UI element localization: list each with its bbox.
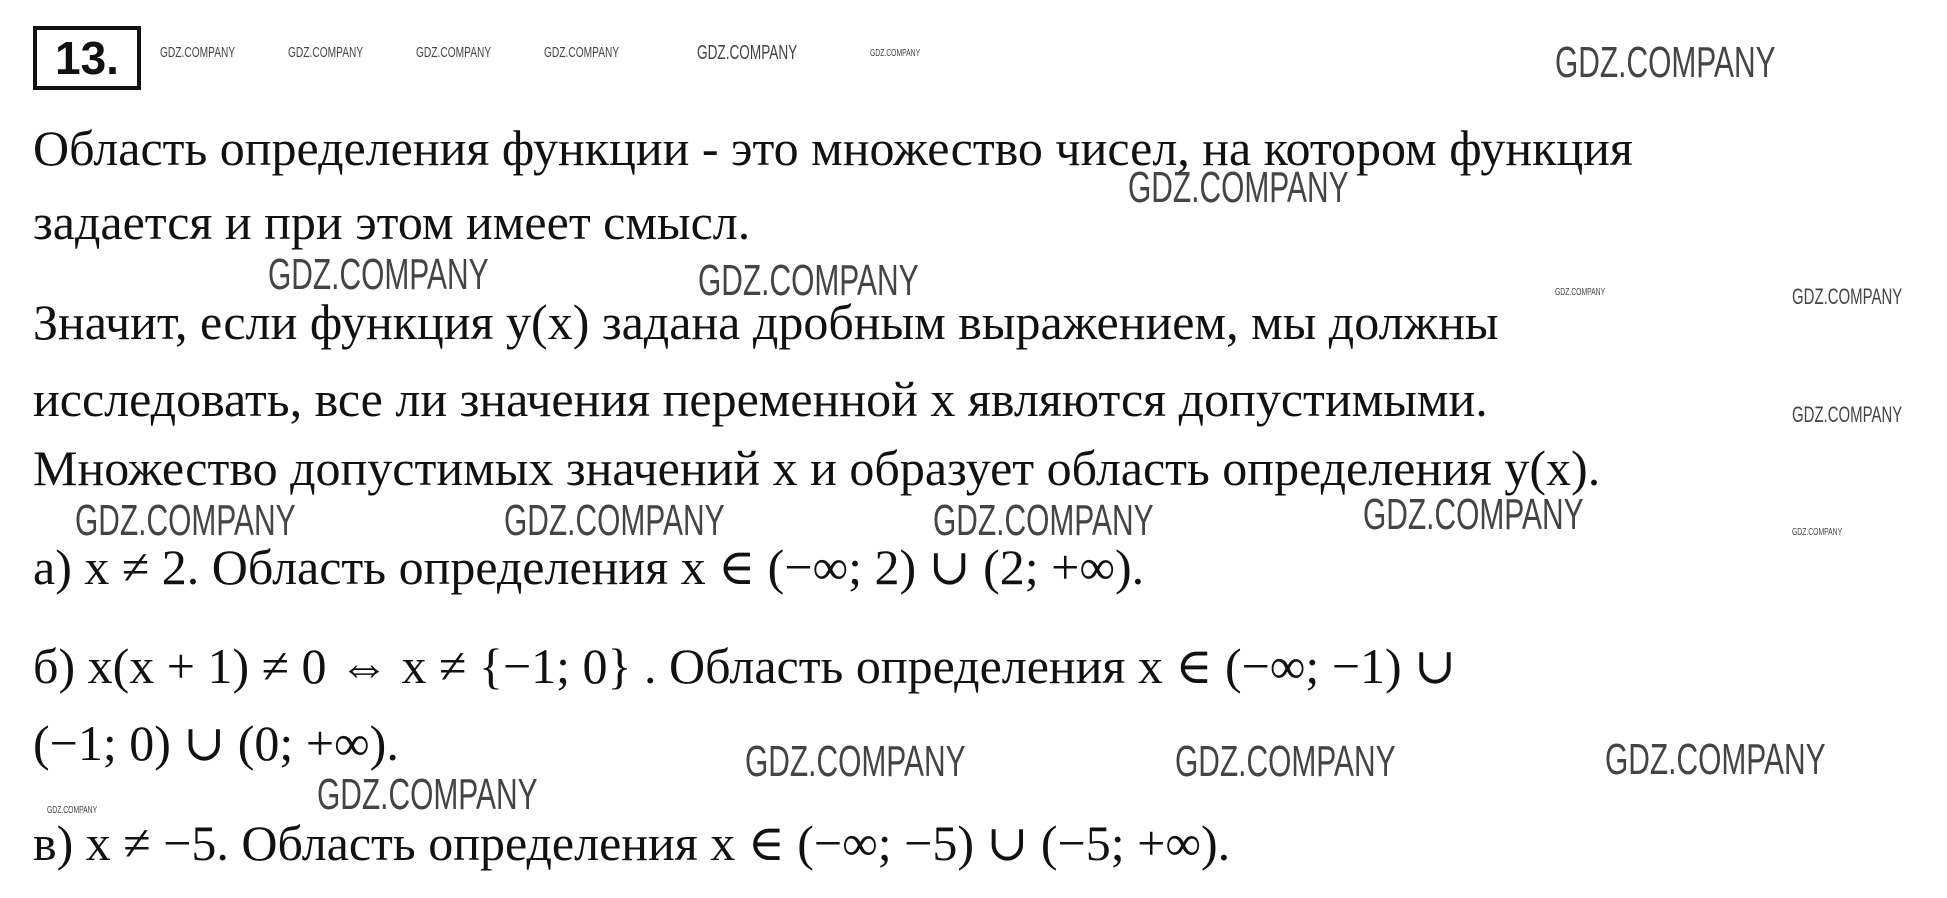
watermark: GDZ.COMPANY: [75, 496, 296, 545]
item-a: а) x ≠ 2. Область определения x ∈ (−∞; 2) ∪ (2; +∞).: [33, 539, 1145, 595]
item-c: в) x ≠ −5. Область определения x ∈ (−∞; −5) ∪ (−5; +∞).: [33, 815, 1231, 871]
watermark: GDZ.COMPANY: [1792, 527, 1843, 538]
task-number: 13.: [33, 26, 141, 90]
explanation-line-3: Множество допустимых значений x и образует область определения y(x).: [33, 440, 1601, 496]
watermark: GDZ.COMPANY: [317, 770, 538, 819]
watermark: GDZ.COMPANY: [160, 44, 236, 61]
watermark: GDZ.COMPANY: [1175, 737, 1396, 786]
watermark: GDZ.COMPANY: [1555, 38, 1776, 87]
watermark: GDZ.COMPANY: [1363, 490, 1584, 539]
watermark: GDZ.COMPANY: [697, 42, 798, 64]
watermark: GDZ.COMPANY: [1792, 284, 1903, 309]
watermark: GDZ.COMPANY: [1128, 163, 1349, 212]
item-b-line-2: (−1; 0) ∪ (0; +∞).: [33, 715, 399, 771]
watermark: GDZ.COMPANY: [870, 48, 921, 59]
watermark: GDZ.COMPANY: [1605, 735, 1826, 784]
watermark: GDZ.COMPANY: [416, 44, 492, 61]
watermark: GDZ.COMPANY: [47, 805, 98, 816]
watermark: GDZ.COMPANY: [745, 737, 966, 786]
watermark: GDZ.COMPANY: [504, 496, 725, 545]
explanation-line-2: исследовать, все ли значения переменной x являются допустимыми.: [33, 371, 1488, 427]
watermark: GDZ.COMPANY: [268, 250, 489, 299]
watermark: GDZ.COMPANY: [1555, 287, 1606, 298]
watermark: GDZ.COMPANY: [1792, 402, 1903, 427]
watermark: GDZ.COMPANY: [544, 44, 620, 61]
watermark: GDZ.COMPANY: [288, 44, 364, 61]
watermark: GDZ.COMPANY: [698, 256, 919, 305]
definition-line-2: задается и при этом имеет смысл.: [33, 194, 751, 250]
watermark: GDZ.COMPANY: [933, 496, 1154, 545]
item-b-line-1: б) x(x + 1) ≠ 0 ⇔ x ≠ {−1; 0} . Область определения x ∈ (−∞; −1) ∪: [33, 638, 1457, 694]
definition-line-1: Область определения функции - это множество чисел, на котором функция: [33, 120, 1633, 176]
explanation-line-1: Значит, если функция y(x) задана дробным выражением, мы должны: [33, 294, 1499, 350]
